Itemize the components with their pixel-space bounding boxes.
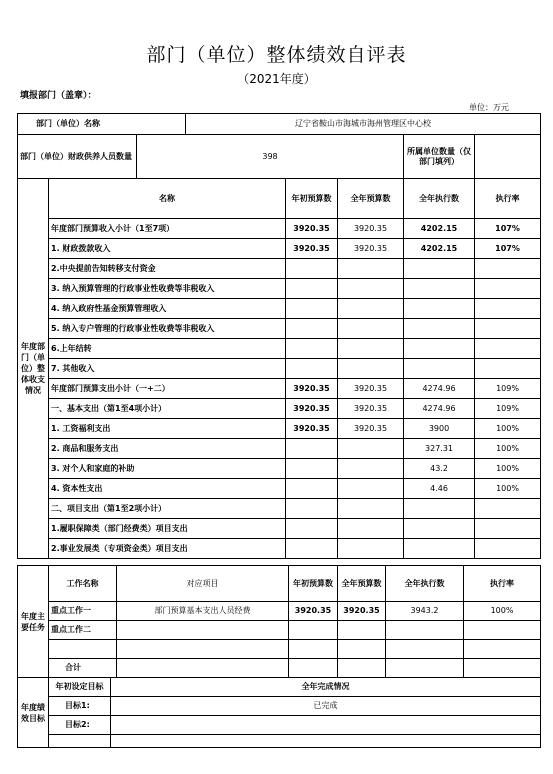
row-rate: [475, 359, 541, 379]
task-rate: [464, 621, 541, 640]
table-row: [18, 602, 541, 621]
goal-label: 目标1:: [49, 697, 111, 716]
row-rate: [475, 539, 541, 559]
task-full: 3920.35: [338, 602, 386, 621]
row-name: 二、项目支出（第1至2项小计）: [49, 499, 286, 519]
row-full: [338, 539, 404, 559]
task-project: 部门预算基本支出人员经费: [117, 602, 289, 621]
row-initial: [286, 439, 338, 459]
staff-count-value: 398: [137, 135, 404, 179]
task-name: 合计: [49, 659, 117, 678]
row-name: 2. 商品和服务支出: [49, 439, 286, 459]
goal-value: [111, 716, 541, 735]
row-full: 3920.35: [338, 399, 404, 419]
table-row: [18, 299, 541, 319]
goal-label: 目标2:: [49, 716, 111, 735]
row-name: 1.履职保障类（部门经费类）项目支出: [49, 519, 286, 539]
tasks-header-name: 工作名称: [49, 566, 117, 602]
task-initial: [289, 621, 338, 640]
row-initial: [286, 259, 338, 279]
col-header-name: 名称: [49, 179, 286, 219]
row-name: 3. 纳入预算管理的行政事业性收费等非税收入: [49, 279, 286, 299]
row-full: 3920.35: [338, 239, 404, 259]
table-row: [18, 519, 541, 539]
task-project: [117, 621, 289, 640]
row-full: [338, 499, 404, 519]
row-rate: [475, 259, 541, 279]
task-exec: [386, 640, 464, 659]
row-initial: [286, 479, 338, 499]
tasks-header-exec: 全年执行数: [386, 566, 464, 602]
row-initial: [286, 279, 338, 299]
task-name: [49, 640, 117, 659]
row-rate: 100%: [475, 439, 541, 459]
page-title: 部门（单位）整体绩效自评表: [146, 44, 407, 66]
row-full: 3920.35: [338, 379, 404, 399]
row-exec: [404, 319, 475, 339]
table-row: [18, 697, 541, 716]
row-name: 年度部门预算收入小计（1至7项）: [49, 219, 286, 239]
table-row: [18, 379, 541, 399]
sub-units-label: 所属单位数量（仅部门填列）: [404, 135, 475, 179]
row-exec: 327.31: [404, 439, 475, 459]
row-initial: [286, 519, 338, 539]
tasks-header-project: 对应项目: [117, 566, 289, 602]
goals-table: [17, 677, 541, 748]
row-full: [338, 439, 404, 459]
row-full: [338, 519, 404, 539]
row-exec: [404, 279, 475, 299]
row-name: 年度部门预算支出小计（一+二）: [49, 379, 286, 399]
table-row: [18, 459, 541, 479]
row-full: [338, 319, 404, 339]
goals-header-left: 年初设定目标: [49, 678, 111, 697]
dept-name-value: 辽宁省鞍山市海城市海州管理区中心校: [186, 114, 541, 135]
table-row: [18, 239, 541, 259]
row-exec: [404, 499, 475, 519]
row-name: 1. 工资福利支出: [49, 419, 286, 439]
row-exec: [404, 259, 475, 279]
row-rate: 100%: [475, 419, 541, 439]
task-rate: [464, 640, 541, 659]
table-row: [18, 539, 541, 559]
tasks-header-full: 全年预算数: [338, 566, 386, 602]
row-initial: [286, 299, 338, 319]
row-initial: 3920.35: [286, 399, 338, 419]
table-row: [18, 499, 541, 519]
table-row: [18, 279, 541, 299]
row-name: 7. 其他收入: [49, 359, 286, 379]
tasks-section-text: 年度主要任务: [21, 611, 45, 632]
table-row: [18, 735, 541, 748]
row-exec: 4.46: [404, 479, 475, 499]
task-exec: [386, 621, 464, 640]
row-exec: 4202.15: [404, 219, 475, 239]
row-name: 2.事业发展类（专项资金类）项目支出: [49, 539, 286, 559]
row-name: 4. 纳入政府性基金预算管理收入: [49, 299, 286, 319]
row-full: [338, 299, 404, 319]
row-initial: [286, 339, 338, 359]
tasks-section-label: [18, 566, 49, 678]
row-name: 1. 财政拨款收入: [49, 239, 286, 259]
col-header-initial: 年初预算数: [286, 179, 338, 219]
table-row: [18, 219, 541, 239]
row-exec: 4274.96: [404, 399, 475, 419]
table-row: [18, 659, 541, 678]
row-initial: 3920.35: [286, 219, 338, 239]
goals-header-right: 全年完成情况: [111, 678, 541, 697]
table-row: [18, 640, 541, 659]
budget-table: [17, 113, 541, 559]
col-header-rate: 执行率: [475, 179, 541, 219]
row-full: 3920.35: [338, 219, 404, 239]
table-row: [18, 479, 541, 499]
row-exec: 4202.15: [404, 239, 475, 259]
goals-section-text: 年度绩效目标: [21, 702, 45, 723]
row-exec: [404, 539, 475, 559]
row-exec: [404, 519, 475, 539]
table-row: [18, 319, 541, 339]
task-project: [117, 640, 289, 659]
row-full: [338, 459, 404, 479]
row-full: 3920.35: [338, 419, 404, 439]
task-exec: 3943.2: [386, 602, 464, 621]
row-name: 3. 对个人和家庭的补助: [49, 459, 286, 479]
goal-value: 已完成: [111, 697, 541, 716]
task-rate: 100%: [464, 602, 541, 621]
table-row: [18, 339, 541, 359]
row-rate: 100%: [475, 459, 541, 479]
row-exec: 3900: [404, 419, 475, 439]
row-rate: [475, 339, 541, 359]
task-rate: [464, 659, 541, 678]
row-rate: [475, 519, 541, 539]
row-exec: [404, 299, 475, 319]
task-initial: [289, 640, 338, 659]
row-initial: [286, 459, 338, 479]
table-row: [18, 716, 541, 735]
task-exec: [386, 659, 464, 678]
row-initial: 3920.35: [286, 419, 338, 439]
row-full: [338, 359, 404, 379]
row-rate: 107%: [475, 219, 541, 239]
table-row: [18, 419, 541, 439]
row-rate: [475, 299, 541, 319]
row-rate: [475, 319, 541, 339]
task-initial: [289, 659, 338, 678]
row-rate: 107%: [475, 239, 541, 259]
table-row: [18, 259, 541, 279]
row-name: 2.中央提前告知转移支付资金: [49, 259, 286, 279]
task-full: [338, 621, 386, 640]
budget-section-text: 年度部门（单位）整体收支情况: [21, 342, 45, 395]
col-header-exec: 全年执行数: [404, 179, 475, 219]
report-year: （2021年度）: [237, 72, 316, 86]
staff-count-label: 部门（单位）财政供养人员数量: [18, 135, 137, 179]
row-full: [338, 259, 404, 279]
task-full: [338, 640, 386, 659]
goal-blank-cell: [49, 735, 111, 748]
unit-label: 单位：万元: [469, 103, 509, 112]
tasks-header-rate: 执行率: [464, 566, 541, 602]
row-initial: 3920.35: [286, 379, 338, 399]
row-initial: 3920.35: [286, 239, 338, 259]
dept-name-label: 部门（单位）名称: [18, 114, 186, 135]
row-exec: [404, 359, 475, 379]
task-name: 重点工作二: [49, 621, 117, 640]
row-initial: [286, 359, 338, 379]
goal-blank-cell: [111, 735, 541, 748]
goals-section-label: [18, 678, 49, 748]
table-row: [18, 359, 541, 379]
row-rate: 109%: [475, 399, 541, 419]
row-full: [338, 279, 404, 299]
sub-units-value: [475, 135, 541, 179]
table-row: [18, 439, 541, 459]
row-initial: [286, 539, 338, 559]
row-exec: [404, 339, 475, 359]
row-rate: [475, 499, 541, 519]
tasks-header-initial: 年初预算数: [289, 566, 338, 602]
row-name: 5. 纳入专户管理的行政事业性收费等非税收入: [49, 319, 286, 339]
task-full: [338, 659, 386, 678]
row-rate: 100%: [475, 479, 541, 499]
row-rate: 109%: [475, 379, 541, 399]
row-exec: 4274.96: [404, 379, 475, 399]
row-initial: [286, 499, 338, 519]
tasks-table: [17, 565, 541, 678]
row-rate: [475, 279, 541, 299]
row-exec: 43.2: [404, 459, 475, 479]
fill-dept-label: 填报部门（盖章）：: [20, 91, 97, 101]
row-full: [338, 479, 404, 499]
col-header-full: 全年预算数: [338, 179, 404, 219]
row-name: 6.上年结转: [49, 339, 286, 359]
task-initial: 3920.35: [289, 602, 338, 621]
task-project: [117, 659, 289, 678]
table-row: [18, 621, 541, 640]
row-name: 4. 资本性支出: [49, 479, 286, 499]
task-name: 重点工作一: [49, 602, 117, 621]
table-row: [18, 399, 541, 419]
row-full: [338, 339, 404, 359]
budget-section-label: [18, 179, 49, 559]
row-initial: [286, 319, 338, 339]
row-name: 一、基本支出（第1至4项小计）: [49, 399, 286, 419]
